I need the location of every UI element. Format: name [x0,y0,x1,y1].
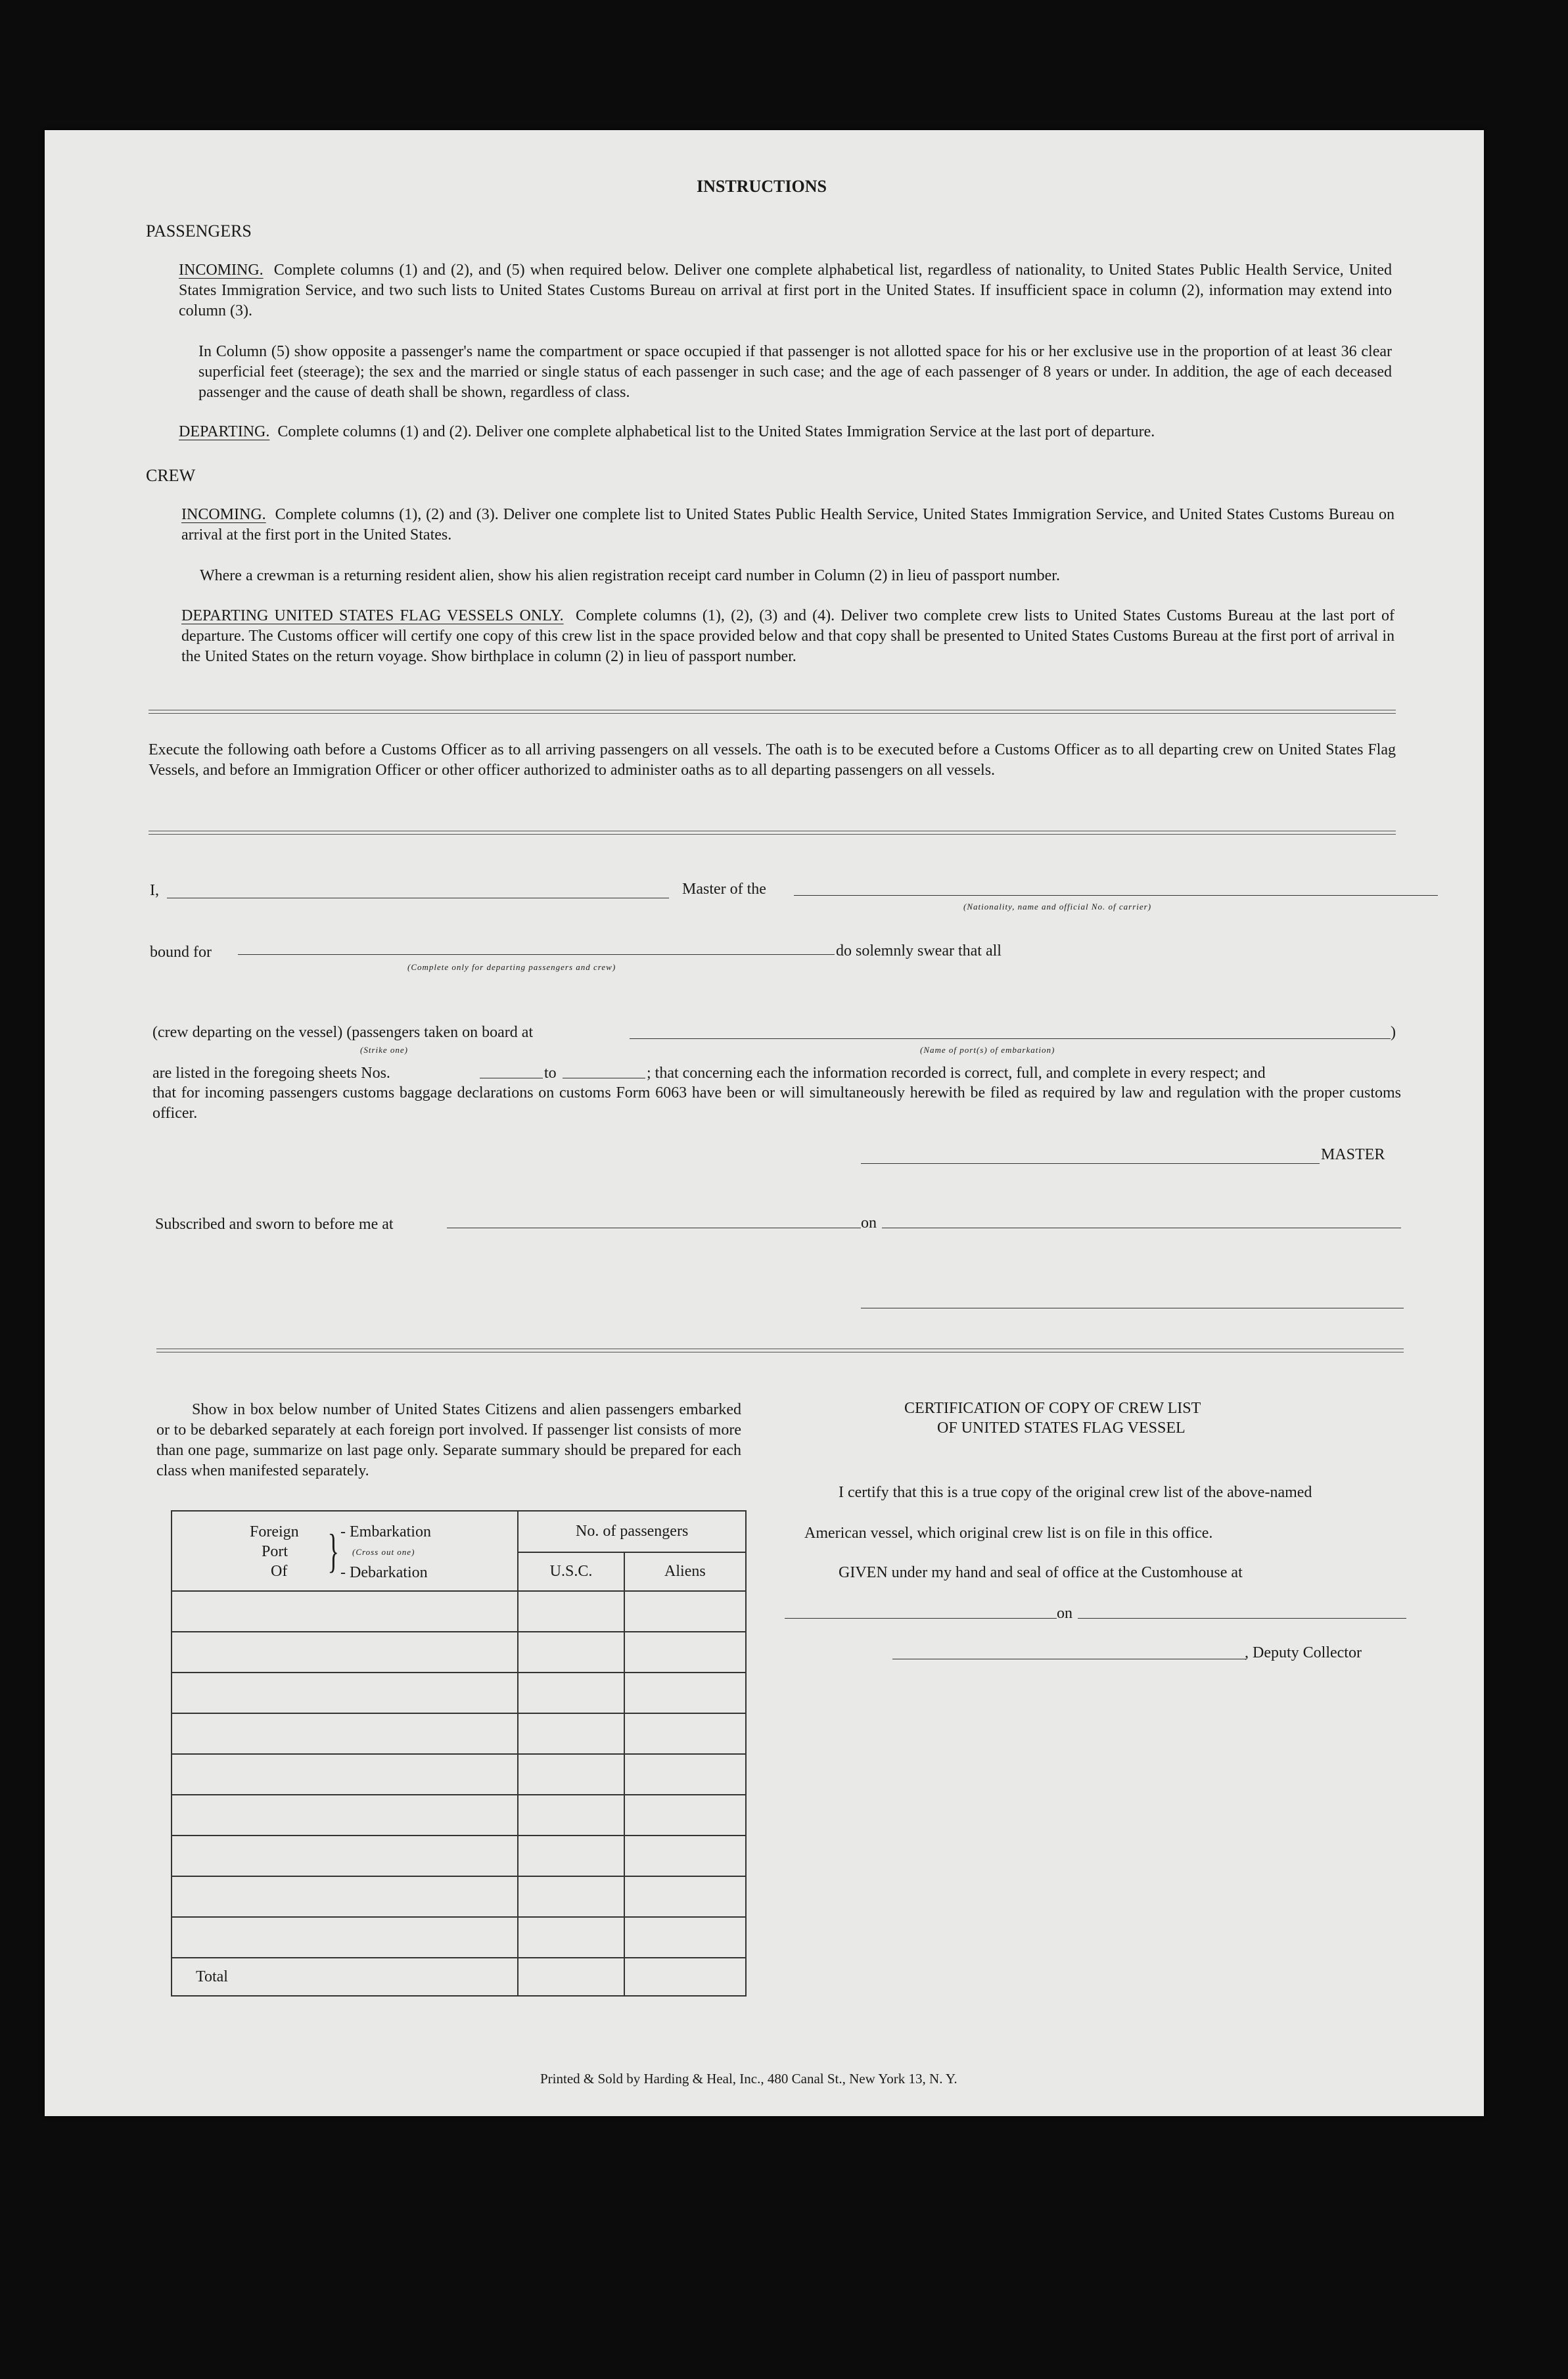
listed-in-text: are listed in the foregoing sheets Nos. [152,1065,390,1082]
close-paren: ) [1391,1024,1396,1041]
foreign-label: Foreign [250,1523,299,1540]
certification-title-line2: OF UNITED STATES FLAG VESSEL [937,1420,1186,1437]
crew-incoming-paragraph [181,505,1395,545]
aliens-cell[interactable] [624,1917,746,1958]
usc-cell[interactable] [518,1876,624,1917]
port-label: Port [262,1543,288,1560]
crew-resident-paragraph: Where a crewman is a returning resident alien, show his alien registration receipt card number in Column (2) in lieu of passport number. [200,567,1060,584]
port-of-embarkation-field[interactable] [630,1038,1391,1039]
port-cell[interactable] [172,1591,518,1632]
usc-header: U.S.C. [518,1552,624,1591]
master-of-the-label: Master of the [682,881,766,898]
aliens-cell[interactable] [624,1713,746,1754]
section-divider [149,710,1396,714]
embarkation-label[interactable]: - Embarkation [340,1523,431,1540]
port-cell[interactable] [172,1632,518,1673]
section-divider [149,831,1396,835]
port-header-cell [172,1511,518,1591]
usc-cell[interactable] [518,1673,624,1713]
aliens-cell[interactable] [624,1673,746,1713]
brace-icon: } [327,1525,339,1577]
port-caption: (Name of port(s) of embarkation) [920,1045,1055,1055]
usc-cell[interactable] [518,1632,624,1673]
port-cell[interactable] [172,1795,518,1836]
passengers-heading: PASSENGERS [146,221,252,241]
passengers-departing-paragraph [179,422,1392,442]
usc-cell[interactable] [518,1795,624,1836]
passengers-departing-text: Complete columns (1) and (2). Deliver one complete alphabetical list to the United States Immigration Service at the last port of departure. [277,423,1155,440]
aliens-cell[interactable] [624,1795,746,1836]
deputy-collector-label: , Deputy Collector [1245,1644,1362,1661]
on-label: on [861,1214,877,1232]
port-cell[interactable] [172,1754,518,1795]
usc-cell[interactable] [518,1917,624,1958]
carrier-caption: (Nationality, name and official No. of carrier) [963,902,1152,912]
aliens-cell[interactable] [624,1876,746,1917]
column5-paragraph: In Column (5) show opposite a passenger's name the compartment or space occupied if that passenger is not allotted space for his or her exclusive use in the proportion of at least 36 clear superficial feet (steerage); the sex and the married or single status of each passenger in such case; and the age of each passenger of 8 years or under. In addition, the age of each deceased passenger and the cause of death shall be shown, regardless of class. [198,343,1392,401]
aliens-cell[interactable] [624,1836,746,1876]
strike-caption: (Strike one) [360,1045,409,1055]
crew-incoming-label: INCOMING. [181,506,266,523]
usc-cell[interactable] [518,1713,624,1754]
crew-departing-paragraph [181,606,1395,667]
crew-heading: CREW [146,466,196,485]
aliens-cell[interactable] [624,1591,746,1632]
oath-i-label: I, [150,882,159,899]
usc-cell[interactable] [518,1836,624,1876]
printer-footer: Printed & Sold by Harding & Heal, Inc., 480 Canal St., New York 13, N. Y. [540,2071,957,2087]
aliens-cell[interactable] [624,1754,746,1795]
passengers-incoming-text: Complete columns (1) and (2), and (5) when required below. Deliver one complete alphabetical list, regardless of nationality, to United States Public Health Service, United States Immigration Service, and two such lists to United States Customs Bureau on arrival at first port in the United States. If insufficient space in column (2), information may extend into column (3). [179,262,1393,319]
aliens-header: Aliens [624,1552,746,1591]
port-cell[interactable] [172,1673,518,1713]
master-signature-line[interactable] [861,1163,1320,1164]
of-label: Of [271,1563,288,1580]
master-label: MASTER [1321,1146,1385,1163]
bound-for-field[interactable] [238,954,835,955]
swear-text: do solemnly swear that all [836,942,1002,959]
certification-line1: I certify that this is a true copy of the original crew list of the above-named [839,1484,1312,1501]
aliens-cell[interactable] [624,1632,746,1673]
cross-out-caption: (Cross out one) [352,1547,415,1557]
debarkation-label[interactable]: - Debarkation [340,1564,428,1581]
port-cell[interactable] [172,1713,518,1754]
bound-for-label: bound for [150,944,212,961]
carrier-field[interactable] [794,895,1438,896]
total-label: Total [172,1958,518,1996]
passengers-incoming-paragraph [179,260,1392,321]
total-usc-cell[interactable] [518,1958,624,1996]
page-title: INSTRUCTIONS [697,177,827,196]
passengers-departing-label: DEPARTING. [179,423,270,440]
passenger-summary-table [171,1510,747,1997]
passengers-incoming-label: INCOMING. [179,262,264,279]
baggage-text: that for incoming passengers customs baggage declarations on customs Form 6063 have been or will simultaneously herewith be filed as required by law and regulation with the proper customs officer. [152,1084,1401,1122]
usc-cell[interactable] [518,1591,624,1632]
certification-line3: GIVEN under my hand and seal of office at the Customhouse at [839,1564,1243,1581]
certification-line2: American vessel, which original crew list is on file in this office. [804,1525,1213,1542]
section-divider [156,1349,1404,1352]
concerning-text: ; that concerning each the information recorded is correct, full, and complete in every respect; and [647,1065,1266,1082]
port-cell[interactable] [172,1917,518,1958]
crew-departing-text: (crew departing on the vessel) (passengers taken on board at [152,1024,534,1041]
oath-instruction: Execute the following oath before a Customs Officer as to all arriving passengers on all vessels. The oath is to be executed before a Customs Officer as to all departing crew on United States Flag Vessels, and before an Immigration Officer or other officer authorized to administer oaths as to all departing passengers on all vessels. [149,741,1396,779]
port-cell[interactable] [172,1876,518,1917]
total-aliens-cell[interactable] [624,1958,746,1996]
crew-departing-label: DEPARTING UNITED STATES FLAG VESSELS ONLY. [181,607,564,624]
usc-cell[interactable] [518,1754,624,1795]
subscribed-label: Subscribed and sworn to before me at [155,1216,394,1233]
crew-departing-text: Complete columns (1), (2), (3) and (4). Deliver two complete crew lists to United States Customs Bureau at the last port of departure. The Customs officer will certify one copy of this crew list in the space provided below and that copy shall be presented to United States Customs Bureau at the first port of arrival in the United States on the return voyage. Show birthplace in column (2) in lieu of passport number. [181,607,1395,665]
departing-caption: (Complete only for departing passengers and crew) [407,962,616,972]
certification-date-field[interactable] [1078,1618,1406,1619]
to-label: to [544,1065,557,1082]
no-of-passengers-header: No. of passengers [518,1511,746,1552]
summary-instruction: Show in box below number of United States Citizens and alien passengers embarked or to be debarked separately at each foreign port involved. If passenger list consists of more than one page, summarize on last page only. Separate summary should be prepared for each class when manifested separately. [156,1401,741,1479]
certification-title-line1: CERTIFICATION OF COPY OF CREW LIST [904,1400,1201,1417]
customhouse-field[interactable] [785,1618,1057,1619]
port-cell[interactable] [172,1836,518,1876]
crew-incoming-text: Complete columns (1), (2) and (3). Deliver one complete list to United States Public Health Service, United States Immigration Service, and United States Customs Bureau on arrival at the first port in the United States. [181,506,1395,543]
certification-on-label: on [1057,1605,1072,1622]
